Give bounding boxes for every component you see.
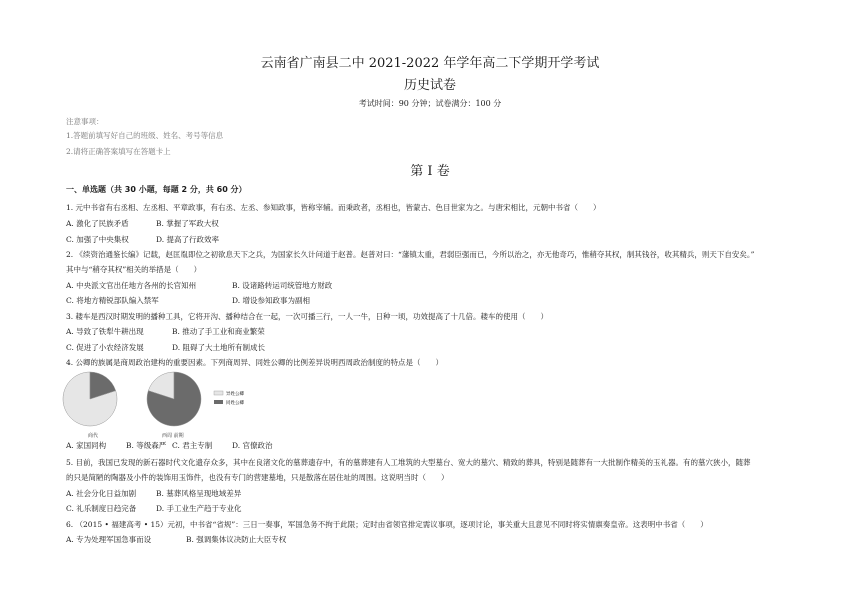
question-stem: 3. 耧车是西汉时期发明的播种工具，它将开沟、播种结合在一起，一次可播三行，一人一牛，日种一顷，功效提高了十几倍。耧车的使用（ ） [66,312,549,321]
question-option: D. 增设参知政事为副相 [232,296,311,305]
question-option: D. 提高了行政效率 [156,235,220,244]
question-option: D. 官僚政治 [232,441,273,450]
question-stem: 6. （2015 • 福建高考 • 15）元初，中书省“省规”：三日一奏事，军国急务不拘于此限；定时由省领官排定需议事项，逐项讨论，事关重大且意见不同时将实情禀奏皇帝。这表明中书省（ ） [66,520,708,529]
question-option: B. 墓葬风格呈现地域差异 [156,489,242,498]
question-stem: 2. 《续资治通鉴长编》记载，赵匡胤即位之初欲息天下之兵，为国家长久计问道于赵普。赵普对曰：“藩镇太重，君弱臣强而已，今所以治之，亦无他奇巧，惟稍夺其权，制其钱谷，收其精兵，则天下自安矣。” [66,250,755,259]
question-stem-continued: 其中与“稍夺其权”相关的举措是（ ） [66,265,202,274]
legend-label: 异姓公卿 [226,392,244,397]
section-heading: 一、单选题（共 30 小题，每题 2 分，共 60 分） [66,185,247,194]
question-option: A. 专为处理军国急事而设 [66,535,152,544]
question-option: A. 激化了民族矛盾 [66,219,129,228]
notice-item: 1.答题前填写好自己的班级、姓名、考号等信息 [66,131,224,140]
question-option: A. 中央派文官出任地方各州的长官知州 [66,281,197,290]
volume-heading: 第 I 卷 [410,164,450,179]
question-option: B. 掌握了军政大权 [156,219,219,228]
question-option: C. 促进了小农经济发展 [66,343,144,352]
notice-heading: 注意事项： [66,117,104,126]
question-option: A. 社会分化日益加剧 [66,489,137,498]
chart-legend [214,390,244,406]
notice-item: 2.请将正确答案填写在答题卡上 [66,147,171,156]
question-option: B. 推动了手工业和商业繁荣 [172,327,265,336]
question-stem: 4. 公卿的族属是商周政治建构的重要因素。下列商周异、同姓公卿的比例差异说明西周政治制度的特点是（ ） [66,358,444,367]
question-option: C. 加强了中央集权 [66,235,129,244]
question-stem-continued: 的只是简陋的陶器及小件的装饰用玉饰件，也没有专门的营建墓地，只是散落在居住址的周围。这说明当时（ ） [66,473,449,482]
question-option: C. 君主专制 [172,441,213,450]
question-option: B. 等级森严 [126,441,167,450]
question-option: D. 手工业生产趋于专业化 [156,504,242,513]
question-option: C. 礼乐制度日趋完备 [66,504,137,513]
question-option: C. 将地方精锐部队编入禁军 [66,296,159,305]
question-option: A. 导致了铁犁牛耕出现 [66,327,144,336]
question-option: B. 设诸路转运司统管地方财政 [232,281,333,290]
question-stem: 1. 元中书省有右丞相、左丞相、平章政事，有右丞、左丞、参知政事，皆称宰辅。而秉政者，丞相也，皆蒙古、色目世家为之。与唐宋相比，元朝中书省（ ） [66,203,601,212]
exam-title: 云南省广南县二中 2021-2022 年学年高二下学期开学考试 [260,56,600,71]
legend-label: 同姓公卿 [226,401,244,406]
legend-swatch [214,400,223,404]
legend-swatch [214,391,223,395]
exam-subtitle: 历史试卷 [403,78,456,93]
question-stem: 5. 目前，我国已发现的新石器时代文化遗存众多，其中在良渚文化的墓葬遗存中，有的墓葬建有人工堆筑的大型墓台、宽大的墓穴、精致的葬具，特别是随葬有一大批制作精美的玉礼器。有的墓穴狭小，随葬 [66,458,751,467]
pie-caption: 西周 前期 [162,433,184,439]
pie-caption: 商代 [88,433,99,439]
exam-meta: 考试时间：90 分钟；试卷满分：100 分 [358,99,502,108]
question-option: B. 强调集体议决防止大臣专权 [186,535,287,544]
pie-charts-figure [62,367,262,433]
question-option: D. 阻碍了大土地所有制成长 [172,343,266,352]
question-option: A. 家国同构 [66,441,107,450]
